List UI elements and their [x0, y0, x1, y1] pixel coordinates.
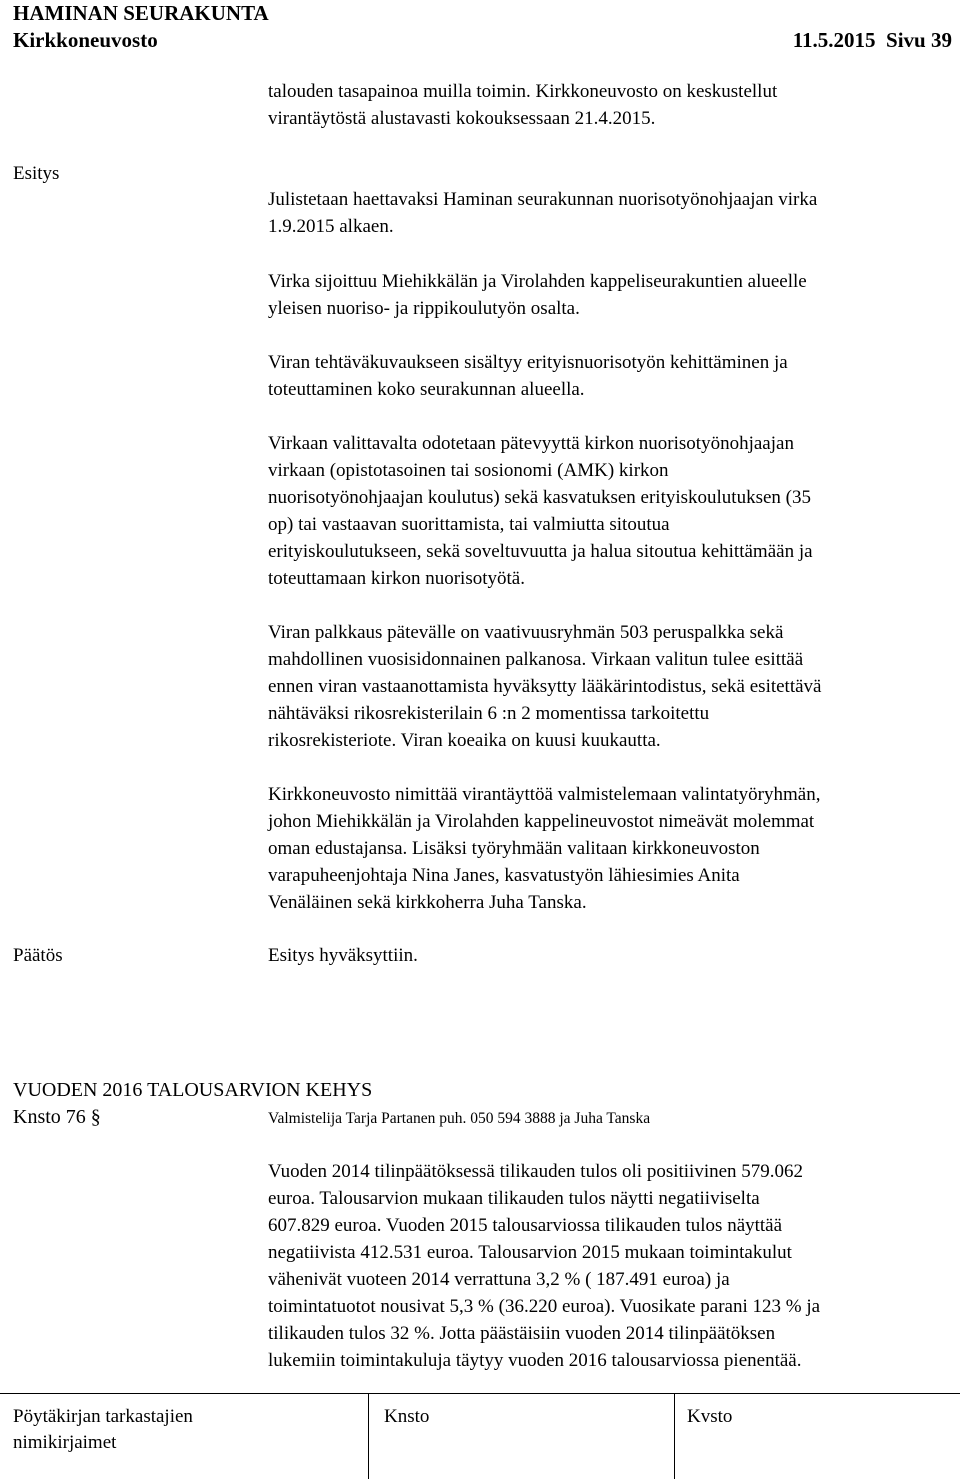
esitys-label: Esitys: [13, 163, 60, 184]
esitys-paragraph-2: [268, 268, 958, 322]
continuation-paragraph: [268, 78, 958, 132]
text-line: nähtäväksi rikosrekisterilain 6 :n 2 momentissa tarkoitettu: [268, 703, 710, 724]
esitys-paragraph-3: [268, 349, 958, 403]
paatos-text: Esitys hyväksyttiin.: [268, 945, 418, 966]
esitys-paragraph-6: [268, 781, 958, 916]
text-line: Kirkkoneuvosto nimittää virantäyttöä valmistelemaan valintatyöryhmän,: [268, 784, 821, 805]
section-sign-icon: §: [90, 1106, 101, 1128]
footer-cell-signers: [0, 1394, 369, 1479]
text-line: yleisen nuoriso- ja rippikoulutyön osalta.: [268, 298, 580, 319]
section2-paragraph: [268, 1158, 958, 1374]
text-line: lukemiin toimintakuluja täytyy vuoden 2016 talousarviossa pienentää.: [268, 1350, 802, 1371]
esitys-paragraph-5: [268, 619, 958, 754]
paatos-label: Päätös: [13, 945, 63, 966]
text-line: rikosrekisteriote. Viran koeaika on kuusi kuukautta.: [268, 730, 661, 751]
text-line: Virka sijoittuu Miehikkälän ja Virolahden kappeliseurakuntien alueelle: [268, 271, 807, 292]
text-line: op) tai vastaavan suorittamista, tai valmiutta sitoutua: [268, 514, 670, 535]
header-org: HAMINAN SEURAKUNTA: [13, 1, 269, 25]
footer-kvsto: Kvsto: [687, 1406, 733, 1427]
section-heading: VUODEN 2016 TALOUSARVION KEHYS: [13, 1079, 373, 1101]
text-line: toteuttamaan kirkon nuorisotyötä.: [268, 568, 525, 589]
text-line: 1.9.2015 alkaen.: [268, 216, 394, 237]
text-line: mahdollinen vuosisidonnainen palkanosa. Virkaan valitun tulee esittää: [268, 649, 804, 670]
footer-signers-text: [0, 1394, 368, 1456]
text-line: Virkaan valittavalta odotetaan pätevyyttä kirkon nuorisotyönohjaajan: [268, 433, 794, 454]
page-footer: [0, 1393, 960, 1479]
esitys-paragraph-4: [268, 430, 958, 592]
item-number-row: [13, 1104, 101, 1131]
text-line: nuorisotyönohjaajan koulutus) sekä kasvatuksen erityiskoulutuksen (35: [268, 487, 811, 508]
preparer-line: Valmistelija Tarja Partanen puh. 050 594 3888 ja Juha Tanska: [268, 1110, 651, 1127]
text-line: virkaan (opistotasoinen tai sosionomi (AMK) kirkon: [268, 460, 669, 481]
text-line: ennen viran vastaanottamista hyväksytty lääkärintodistus, sekä esitettävä: [268, 676, 822, 697]
text-line: 607.829 euroa. Vuoden 2015 talousarviossa tilikauden tulos näyttää: [268, 1215, 783, 1236]
footer-cell-kvsto: [675, 1394, 959, 1479]
text-line: euroa. Talousarvion mukaan tilikauden tulos näytti negatiiviselta: [268, 1188, 760, 1209]
text-line: varapuheenjohtaja Nina Janes, kasvatustyön lähiesimies Anita: [268, 865, 740, 886]
header-body: Kirkkoneuvosto: [13, 28, 158, 52]
text-line: oman edustajansa. Lisäksi työryhmään valitaan kirkkoneuvoston: [268, 838, 760, 859]
footer-signers-line2: nimikirjaimet: [13, 1432, 117, 1453]
text-line: toimintatuotot nousivat 5,3 % (36.220 euroa). Vuosikate parani 123 % ja: [268, 1296, 821, 1317]
text-line: Vuoden 2014 tilinpäätöksessä tilikauden tulos oli positiivinen 579.062: [268, 1161, 804, 1182]
esitys-paragraph-1: [268, 186, 958, 240]
text-line: toteuttaminen koko seurakunnan alueella.: [268, 379, 585, 400]
text-line: erityiskoulutukseen, sekä soveltuvuutta ja halua sitoutua kehittämään ja: [268, 541, 813, 562]
text-line: negatiivista 412.531 euroa. Talousarvion 2015 mukaan toimintakulut: [268, 1242, 792, 1263]
item-number: Knsto 76: [13, 1106, 86, 1128]
text-line: virantäytöstä alustavasti kokouksessaan 21.4.2015.: [268, 108, 656, 129]
header-date-page: 11.5.2015 Sivu 39: [792, 28, 952, 52]
text-line: johon Miehikkälän ja Virolahden kappelineuvostot nimeävät molemmat: [268, 811, 815, 832]
footer-knsto: Knsto: [384, 1406, 430, 1427]
text-line: Julistetaan haettavaksi Haminan seurakunnan nuorisotyönohjaajan virka: [268, 189, 818, 210]
text-line: vähenivät vuoteen 2014 verrattuna 3,2 % ( 187.491 euroa) ja: [268, 1269, 730, 1290]
text-line: Viran tehtäväkuvaukseen sisältyy erityisnuorisotyön kehittäminen ja: [268, 352, 788, 373]
text-line: Venäläinen sekä kirkkoherra Juha Tanska.: [268, 892, 587, 913]
text-line: Viran palkkaus pätevälle on vaativuusryhmän 503 peruspalkka sekä: [268, 622, 784, 643]
text-line: talouden tasapainoa muilla toimin. Kirkkoneuvosto on keskustellut: [268, 81, 778, 102]
footer-signers-line1: Pöytäkirjan tarkastajien: [13, 1406, 193, 1427]
text-line: tilikauden tulos 32 %. Jotta päästäisiin vuoden 2014 tilinpäätöksen: [268, 1323, 776, 1344]
footer-cell-knsto: [369, 1394, 675, 1479]
